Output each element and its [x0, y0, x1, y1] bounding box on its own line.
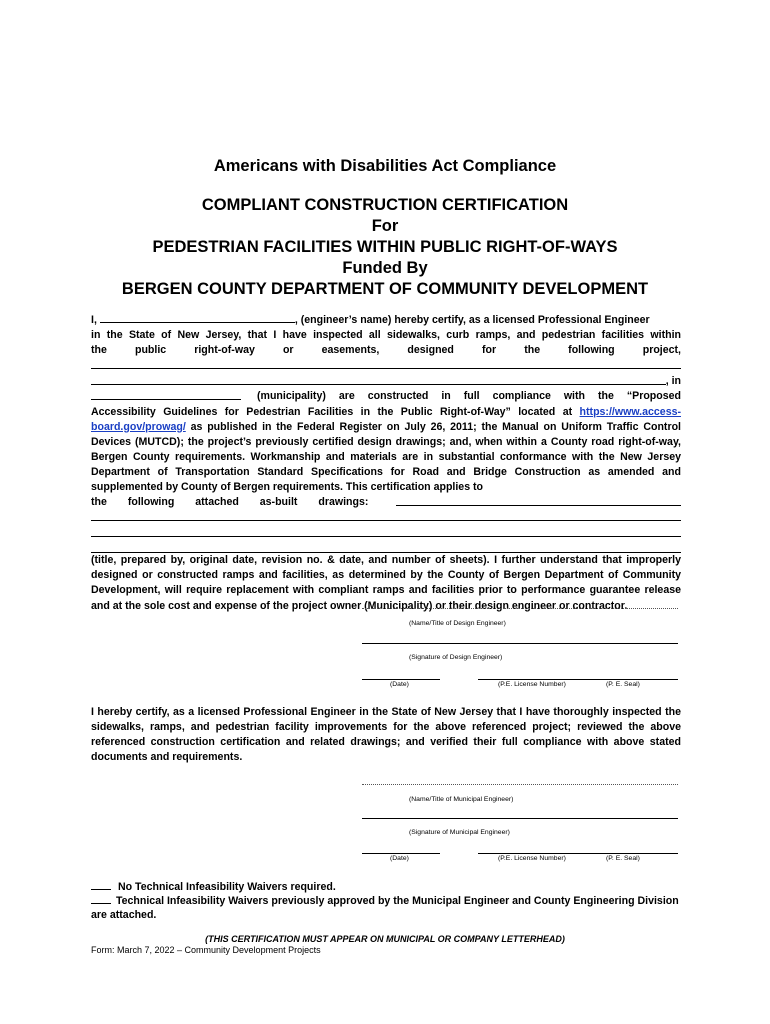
no-waivers-checkbox[interactable] [91, 880, 111, 890]
engineer-name-field[interactable] [100, 312, 295, 323]
title-line-3: PEDESTRIAN FACILITIES WITHIN PUBLIC RIGHT-OF-WAYS [152, 238, 618, 256]
design-date-label: (Date) [390, 681, 409, 688]
drawings-field-line-4[interactable] [91, 542, 681, 553]
waiver-checklist [91, 880, 681, 922]
municipal-engineer-certification [91, 705, 681, 765]
letterhead-note: (THIS CERTIFICATION MUST APPEAR ON MUNICIPAL OR COMPANY LETTERHEAD) [205, 934, 565, 944]
title-line-1: COMPLIANT CONSTRUCTION CERTIFICATION [201, 196, 569, 214]
design-license-label: (P.E. License Number) [498, 681, 566, 688]
design-signature-line[interactable] [362, 643, 678, 644]
title-line-5: BERGEN COUNTY DEPARTMENT OF COMMUNITY DEVELOPMENT [121, 280, 649, 298]
cert-after-muni: (municipality) are constructed in full compliance with the “Proposed [257, 390, 681, 403]
cert-after-name: , (engineer’s name) hereby certify, as a licensed Professional Engineer [294, 314, 650, 326]
cert-after-rules: (title, prepared by, original date, revision no. & date, and number of sheets). I further understand that improperly designed or constructed ramps and facilities, as determined by the County of Bergen Department of Community Development, will require replacement with compliant ramps and facilities prior to performance guarantee release and at the sole cost and expense of the project owner (Municipality) or their design engineer or contractor. [91, 554, 681, 612]
cert-line-2: in the State of New Jersey, that I have inspected all sidewalks, curb ramps, and pedestrian facilities within [91, 329, 681, 342]
design-date-line[interactable] [362, 679, 440, 680]
ada-heading: Americans with Disabilities Act Compliance [213, 157, 557, 175]
no-waivers-item [91, 880, 681, 894]
no-waivers-label: No Technical Infeasibility Waivers required. [117, 881, 336, 893]
document-headings [0, 155, 770, 300]
municipal-seal-label: (P. E. Seal) [606, 855, 640, 862]
municipal-license-label: (P.E. License Number) [498, 855, 566, 862]
municipal-name-title-label: (Name/Title of Municipal Engineer) [409, 796, 514, 803]
municipal-name-line[interactable] [362, 784, 678, 785]
cert-after-link: as published in the Federal Register on July 26, 2011; the Manual on Uniform Traffic Control Devices (MUTCD); the project’s previously certified design drawings; and, when within a County road right-of-way, Bergen County requirements. Workmanship and materials are in substantial conformance with the New Jersey Department of Transportation Standard Specifications for Road and Bridge Construction as amended and supplemented by County of Bergen requirements. This certification applies to [91, 420, 681, 494]
cert-line-3: the public right-of-way or easements, designed for the following project, [91, 344, 681, 357]
design-engineer-certification [91, 312, 681, 614]
municipal-date-label: (Date) [390, 855, 409, 862]
waivers-label: Technical Infeasibility Waivers previously approved by the Municipal Engineer and County Engineering Division are attached. [91, 895, 679, 921]
design-seal-label: (P. E. Seal) [606, 681, 640, 688]
drawings-field-line-2[interactable] [91, 510, 681, 521]
drawings-field-line-1[interactable] [396, 495, 681, 506]
municipal-license-line[interactable] [478, 853, 678, 854]
cert-line-6: Accessibility Guidelines for Pedestrian Facilities in the Public Right-of-Way” located at [91, 405, 573, 418]
municipal-signature-line[interactable] [362, 818, 678, 819]
municipal-date-line[interactable] [362, 853, 440, 854]
drawings-field-line-3[interactable] [91, 526, 681, 537]
municipality-field[interactable] [91, 389, 241, 400]
form-date: Form: March 7, 2022 – Community Development Projects [91, 945, 321, 955]
project-field-line-1[interactable] [91, 358, 681, 369]
title-line-2: For [371, 217, 399, 235]
project-field-line-2[interactable] [91, 374, 666, 385]
cert2-text: I hereby certify, as a licensed Professional Engineer in the State of New Jersey that I have thoroughly inspected the sidewalks, ramps, and pedestrian facility improvements for the above referenced project; reviewed the above referenced construction certification and related drawings; and verified their full compliance with above stated documents and requirements. [91, 706, 681, 764]
design-name-title-label: (Name/Title of Design Engineer) [409, 620, 506, 627]
design-name-line[interactable] [362, 608, 678, 609]
design-license-line[interactable] [478, 679, 678, 680]
design-signature-label: (Signature of Design Engineer) [409, 654, 503, 661]
prowag-link-part1[interactable]: https://www.access- [579, 405, 681, 418]
waivers-item [91, 894, 681, 922]
cert-in: , in [665, 375, 681, 388]
waivers-checkbox[interactable] [91, 894, 111, 904]
prowag-link-part2[interactable]: board.gov/prowag/ [91, 420, 186, 433]
drawings-lead: the following attached as-built drawings: [91, 496, 369, 509]
cert-i: I, [91, 314, 97, 326]
title-line-4: Funded By [342, 259, 428, 277]
municipal-signature-label: (Signature of Municipal Engineer) [409, 829, 510, 836]
